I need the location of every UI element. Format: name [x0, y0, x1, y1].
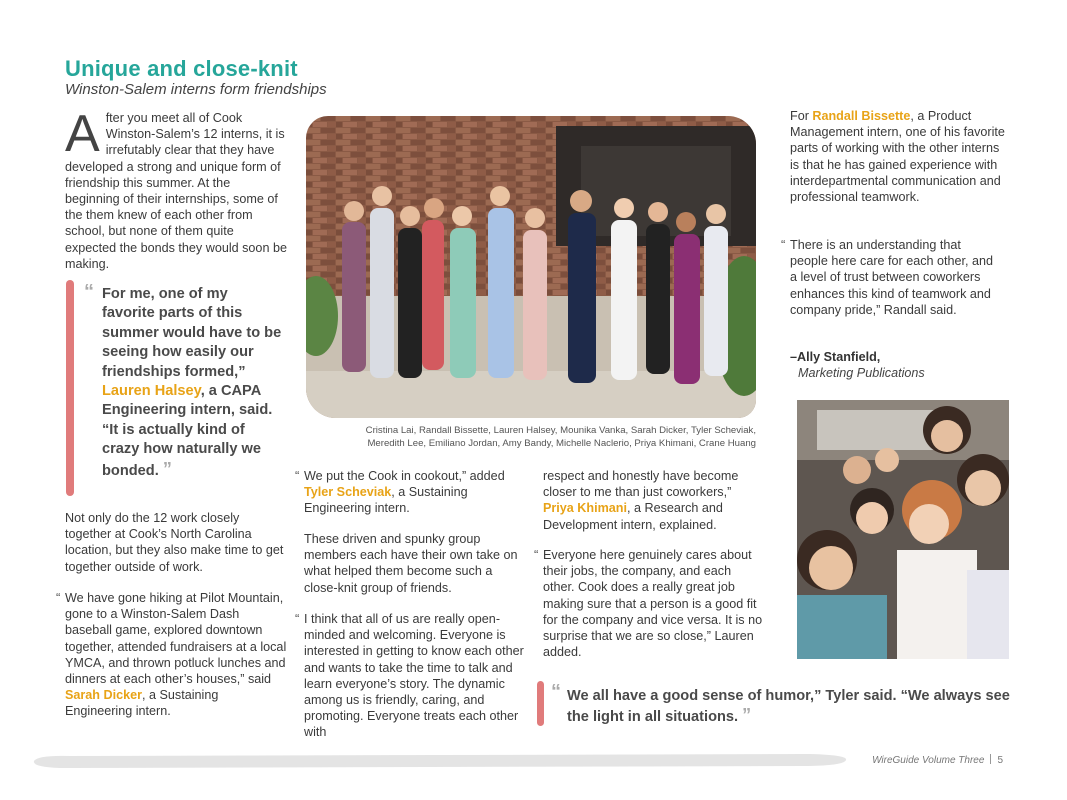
quote-mark: “: [295, 468, 300, 483]
group-photo-illustration: [306, 116, 756, 418]
pullquote-accent-bar-2: [537, 681, 544, 726]
article-subtitle: Winston-Salem interns form friendships: [65, 81, 327, 98]
selfie-photo: [797, 400, 1009, 659]
name-priya-khimani: Priya Khimani: [543, 501, 627, 516]
open-quote-icon: “: [84, 281, 94, 303]
pullquote-tyler: [551, 681, 1011, 728]
caption-line-2: Meredith Lee, Emiliano Jordan, Amy Bandy, Michelle Naclerio, Priya Khimani, Crane Huang: [367, 438, 756, 449]
open-quote-icon: “: [551, 681, 561, 703]
paragraph-cookout: [295, 468, 526, 517]
quote-mark: “: [295, 611, 300, 626]
name-randall-bissette: Randall Bissette: [812, 109, 911, 123]
drop-cap: A: [65, 105, 100, 163]
quote-mark: “: [781, 237, 786, 252]
quote-mark: “: [534, 547, 539, 562]
pullquote-lauren: [84, 281, 284, 481]
genuinely-cares-text: Everyone here genuinely cares about their jobs, the company, and each other. Cook does a really great job making sure that a person is a good fit for the company and vice versa. It is no surprise that we are so close,” Lauren added.: [543, 548, 763, 660]
pullquote-name: Lauren Halsey: [102, 383, 201, 400]
footer-brush-bar: [30, 752, 850, 769]
paragraph-open-minded: [295, 611, 526, 741]
pullquote-text: [84, 281, 284, 481]
byline-name: –Ally Stanfield,: [790, 350, 881, 364]
randall-before: For: [790, 109, 813, 123]
article-title: Unique and close-knit: [65, 56, 298, 81]
intro-text: fter you meet all of Cook Winston-Salem’s 12 interns, it is irrefutably clear that they have developed a strong and unique form of friendship this summer. At the beginning of their internships, some of the them knew of each other from school, but none of them quite expected the bonds they would soon be making.: [65, 111, 287, 271]
pullquote2-text-wrap: [551, 687, 1011, 728]
paragraph-hiking-quote: [56, 590, 287, 720]
name-sarah-dicker: Sarah Dicker: [65, 688, 143, 703]
cookout-after: , a Sustaining Engineering intern.: [304, 485, 468, 516]
page-footer: [872, 754, 1003, 766]
pullquote-accent-bar: [66, 280, 74, 496]
close-quote-icon: ”: [162, 458, 172, 479]
paragraph-work-together: Not only do the 12 work closely together at Cook’s North Carolina location, but they also make time to get together outside of work.: [65, 511, 284, 574]
paragraph-understanding: [781, 237, 1000, 318]
selfie-photo-illustration: [797, 400, 1009, 659]
pullquote2-text: We all have a good sense of humor,” Tyler said. “We always see the light in all situations.: [567, 688, 1010, 726]
paragraph-spunky-group: These driven and spunky group members each have their own take on what helped them become such a close-knit group of friends.: [304, 532, 518, 595]
author-byline: [790, 349, 1010, 381]
page-number: 5: [997, 755, 1003, 766]
intro-paragraph: [65, 105, 287, 272]
group-photo-caption: [300, 424, 756, 450]
pullquote-text-after: , a CAPA Engineering intern, said. “It is actually kind of crazy how naturally we bonded.: [102, 383, 273, 479]
pullquote-text-before: For me, one of my favorite parts of this summer would have to be seeing how easily our friendships formed,”: [102, 286, 282, 380]
understanding-text: There is an understanding that people here care for each other, and a level of trust between coworkers enhances this kind of teamwork and company pride,” Randall said.: [790, 238, 994, 317]
respect-text: respect and honestly have become closer to me than just coworkers,”: [543, 469, 739, 500]
caption-line-1: Cristina Lai, Randall Bissette, Lauren Halsey, Mounika Vanka, Sarah Dicker, Tyler Scheviak,: [365, 425, 756, 436]
randall-after: , a Product Management intern, one of his favorite parts of working with the other interns is that he has gained experience with interdepartmental communication and professional teamwork.: [790, 109, 1005, 205]
paragraph-hiking-after: , a Sustaining Engineering intern.: [65, 688, 219, 719]
quote-mark: “: [56, 590, 61, 605]
group-photo: [306, 116, 756, 418]
paragraph-hiking-text: We have gone hiking at Pilot Mountain, gone to a Winston-Salem Dash baseball game, explored downtown together, attended fundraisers at a local YMCA, and thrown potluck lunches and dinners at each other’s houses,” said: [65, 591, 287, 687]
footer-divider: [990, 754, 991, 764]
paragraph-respect: [543, 468, 765, 533]
paragraph-randall: [790, 108, 1010, 205]
name-tyler-scheviak: Tyler Scheviak: [304, 485, 392, 500]
respect-after: , a Research and Development intern, explained.: [543, 501, 723, 532]
open-minded-text: I think that all of us are really open-minded and welcoming. Everyone is interested in getting to know each other and wants to take the time to talk and learn everyone’s story. The dynamic among us is friendly, caring, and promoting. Everyone treats each other with: [304, 612, 524, 740]
byline-role: Marketing Publications: [798, 366, 925, 381]
cookout-text: We put the Cook in cookout,” added: [304, 469, 505, 483]
close-quote-icon: ”: [742, 705, 752, 726]
paragraph-genuinely-cares: [534, 547, 765, 660]
publication-name: WireGuide Volume Three: [872, 755, 985, 766]
